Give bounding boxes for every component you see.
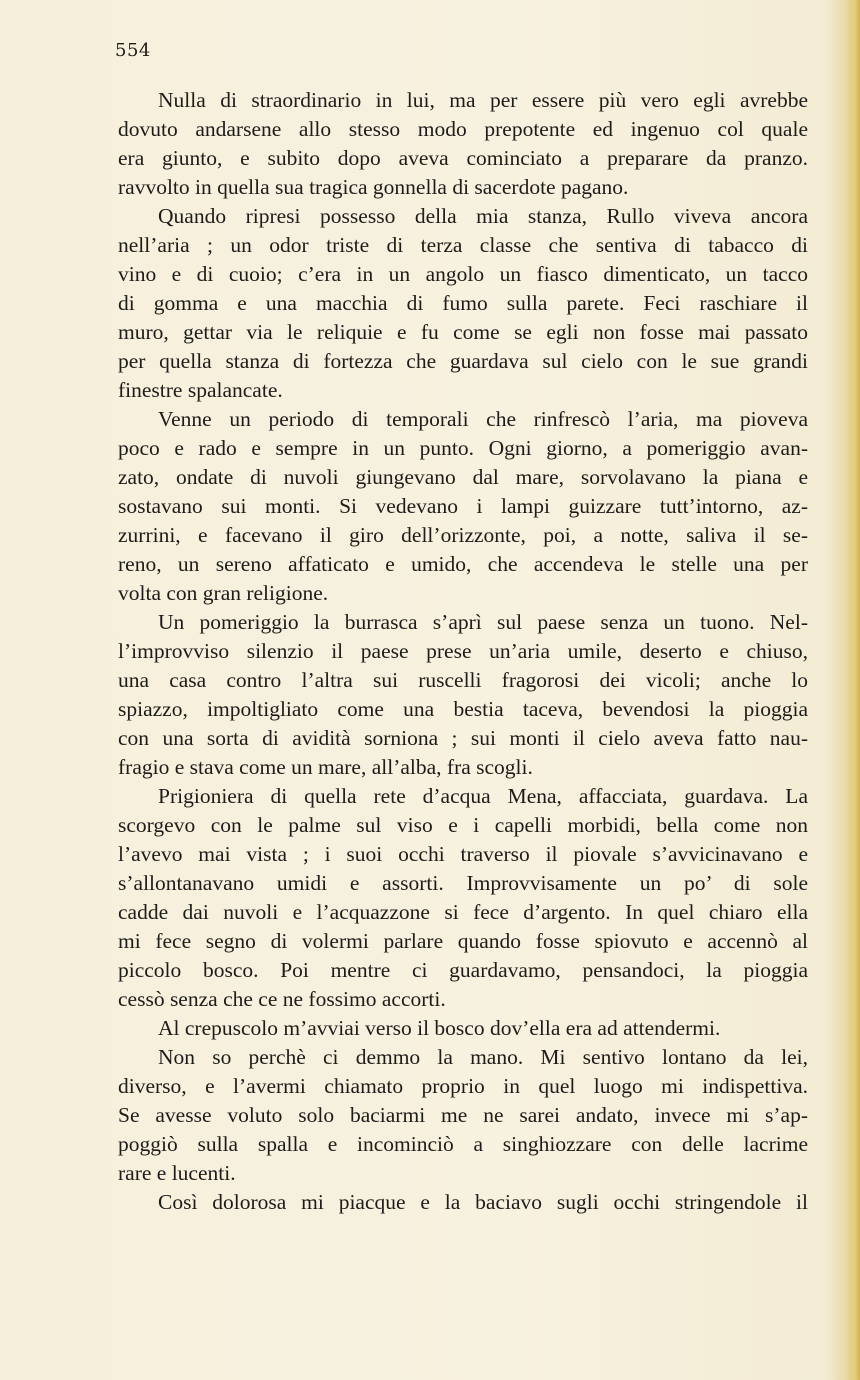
text-line: zurrini, e facevano il giro dell’orizzonte, poi, a notte, saliva il se- [118,523,808,547]
text-line: reno, un sereno affaticato e umido, che accendeva le stelle una per [118,552,808,576]
text-line: zato, ondate di nuvoli giungevano dal mare, sorvolavano la piana e [118,465,808,489]
text-line: Venne un periodo di temporali che rinfrescò l’aria, ma pioveva [158,407,808,431]
text-line: di gomma e una macchia di fumo sulla parete. Feci raschiare il [118,291,808,315]
text-line: nell’aria ; un odor triste di terza classe che sentiva di tabacco di [118,233,808,257]
text-line: cessò senza che ce ne fossimo accorti. [118,987,446,1011]
body-text [118,86,808,1217]
text-line: Prigioniera di quella rete d’acqua Mena, affacciata, guardava. La [158,784,808,808]
text-line: sostavano sui monti. Si vedevano i lampi guizzare tutt’intorno, az- [118,494,808,518]
text-line: era giunto, e subito dopo aveva cominciato a preparare da pranzo. [118,146,808,170]
text-line: scorgevo con le palme sul viso e i capelli morbidi, bella come non [118,813,808,837]
text-line: finestre spalancate. [118,378,283,402]
text-line: l’improvviso silenzio il paese prese un’aria umile, deserto e chiuso, [118,639,808,663]
text-line: Così dolorosa mi piacque e la baciavo sugli occhi stringendole il [158,1190,808,1214]
text-line: rare e lucenti. [118,1161,236,1185]
text-line: Al crepuscolo m’avviai verso il bosco dov’ella era ad attendermi. [158,1016,721,1040]
text-line: vino e di cuoio; c’era in un angolo un fiasco dimenticato, un tacco [118,262,808,286]
text-line: Se avesse voluto solo baciarmi me ne sarei andato, invece mi s’ap- [118,1103,808,1127]
text-line: mi fece segno di volermi parlare quando fosse spiovuto e accennò al [118,929,808,953]
text-line: Quando ripresi possesso della mia stanza, Rullo viveva ancora [158,204,808,228]
text-line: poco e rado e sempre in un punto. Ogni giorno, a pomeriggio avan- [118,436,808,460]
text-line: con una sorta di avidità sorniona ; sui monti il cielo aveva fatto nau- [118,726,808,750]
text-line: volta con gran religione. [118,581,329,605]
text-line: Non so perchè ci demmo la mano. Mi sentivo lontano da lei, [158,1045,808,1069]
text-line: cadde dai nuvoli e l’acquazzone si fece d’argento. In quel chiaro ella [118,900,808,924]
text-line: l’avevo mai vista ; i suoi occhi traverso il piovale s’avvicinavano e [118,842,808,866]
text-line: muro, gettar via le reliquie e fu come se egli non fosse mai passato [118,320,808,344]
text-line: una casa contro l’altra sui ruscelli fragorosi dei vicoli; anche lo [118,668,808,692]
text-line: ravvolto in quella sua tragica gonnella di sacerdote pagano. [118,175,629,199]
text-line: spiazzo, impoltigliato come una bestia taceva, bevendosi la pioggia [118,697,808,721]
text-line: s’allontanavano umidi e assorti. Improvvisamente un po’ di sole [118,871,808,895]
page-edge [846,0,860,1380]
text-line: fragio e stava come un mare, all’alba, fra scogli. [118,755,533,779]
text-line: diverso, e l’avermi chiamato proprio in quel luogo mi indispettiva. [118,1074,808,1098]
page-number: 554 [115,40,151,61]
text-line: Nulla di straordinario in lui, ma per essere più vero egli avrebbe [158,88,808,112]
text-line: piccolo bosco. Poi mentre ci guardavamo, pensandoci, la pioggia [118,958,808,982]
text-line: Un pomeriggio la burrasca s’aprì sul paese senza un tuono. Nel- [158,610,808,634]
text-line: dovuto andarsene allo stesso modo prepotente ed ingenuo col quale [118,117,808,141]
text-line: per quella stanza di fortezza che guardava sul cielo con le sue grandi [118,349,808,373]
text-line: poggiò sulla spalla e incominciò a singhiozzare con delle lacrime [118,1132,808,1156]
